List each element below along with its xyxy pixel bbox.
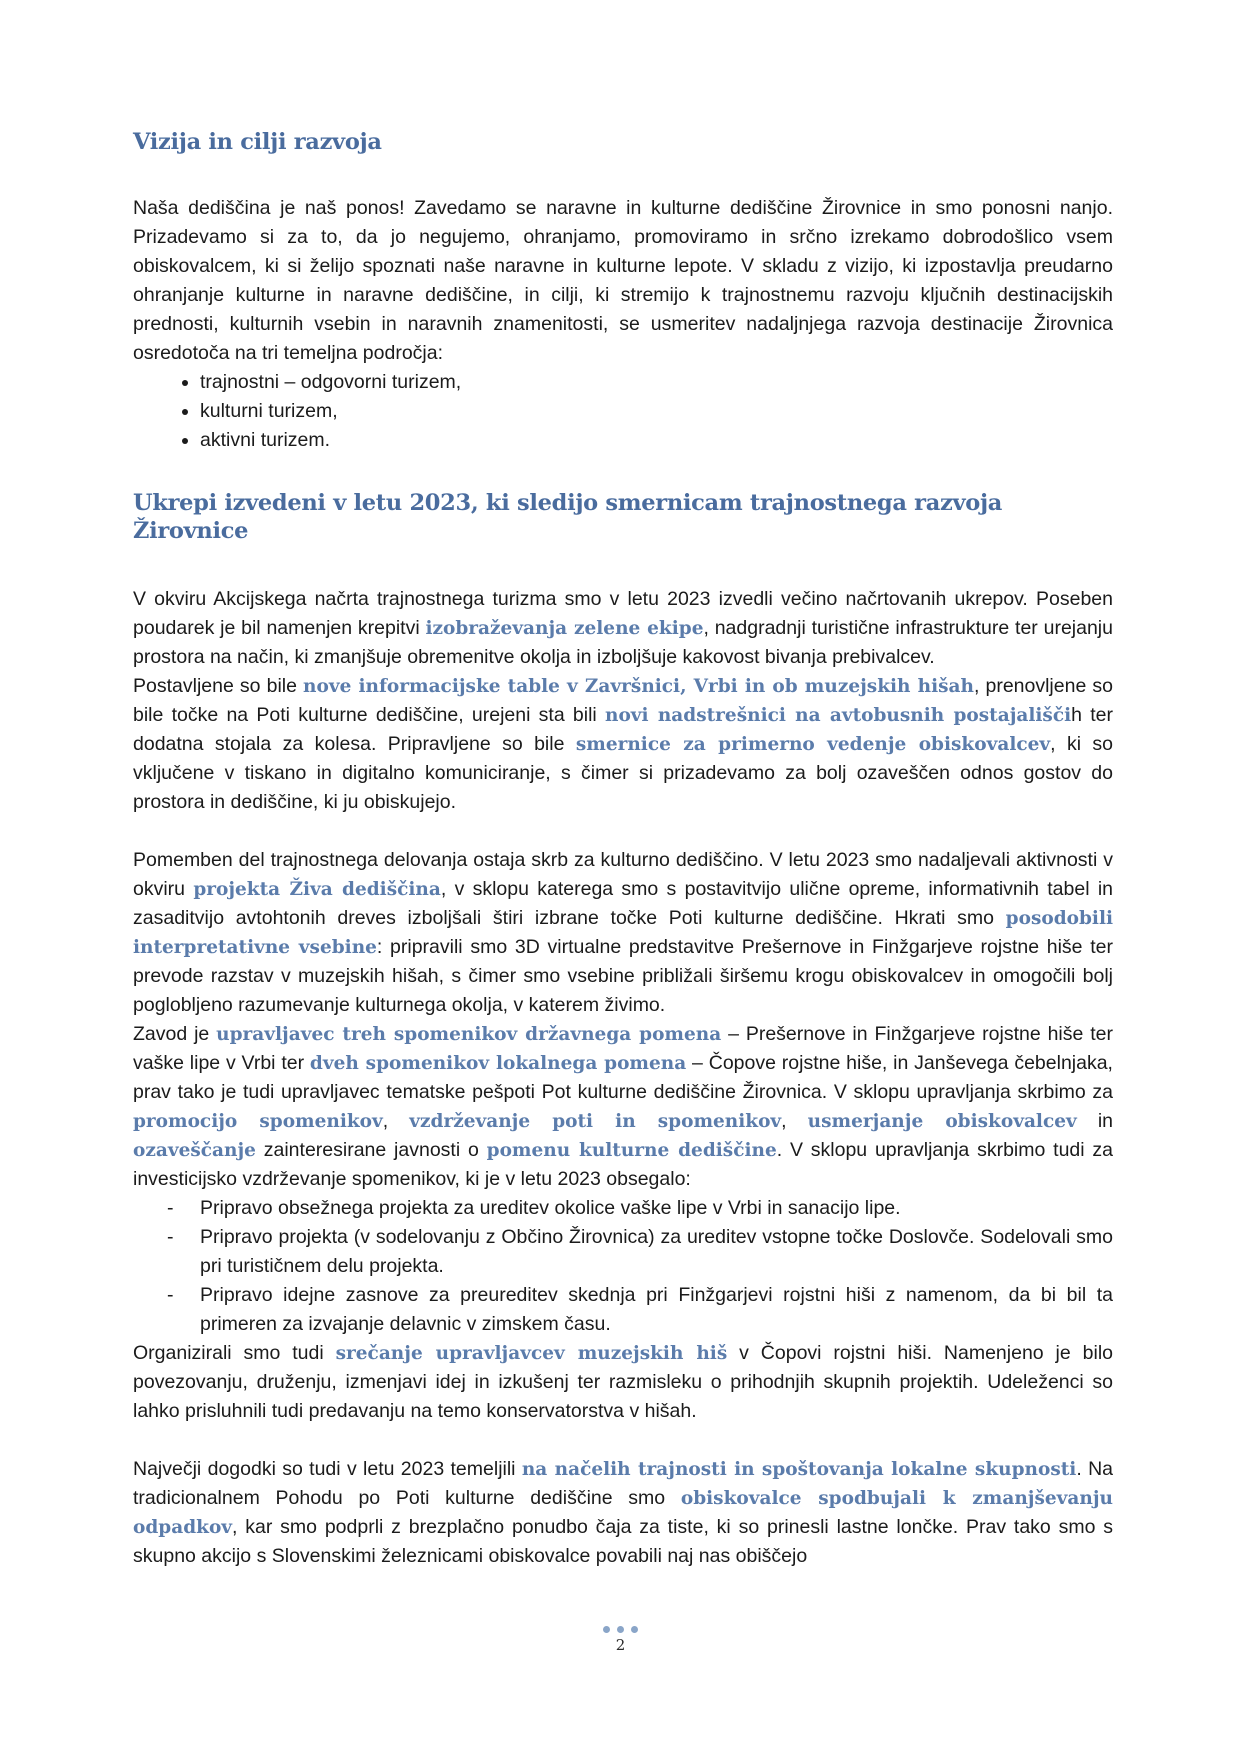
text-run: , v sklopu katerega smo s postavitvijo ulične opreme, informativnih tabel in zasaditvijo avtohtonih dreves izboljšali štiri izbrane točke Poti kulturne dediščine. Hkrati smo [133, 878, 1113, 929]
emphasis-info-boards: nove informacijske table v Završnici, Vrbi in ob muzejskih hišah [303, 676, 974, 697]
paragraph-monuments-management [133, 1020, 1113, 1194]
page-number: 2 [615, 1636, 626, 1654]
emphasis-sustainability-principles: na načelih trajnosti in spoštovanja lokalne skupnosti [521, 1459, 1077, 1480]
list-item-barn-conversion [133, 1281, 1113, 1339]
text-run: h ter dodatna stojala za kolesa. Pripravljene so bile [133, 704, 1113, 755]
text-run: Organizirali smo tudi [133, 1342, 336, 1364]
footer-dot-icon [603, 1626, 610, 1633]
emphasis-national-monuments: upravljavec treh spomenikov državnega pomena [216, 1024, 722, 1045]
footer-dot-icon [631, 1626, 638, 1633]
emphasis-path-maintenance: vzdrževanje poti in spomenikov [409, 1111, 782, 1132]
emphasis-heritage-importance: pomenu kulturne dediščine [486, 1140, 777, 1161]
text-run: Naša dediščina je naš ponos! Zavedamo se naravne in kulturne dediščine Žirovnice in smo ponosni nanjo. Prizadevamo si za to, da jo negujemo, ohranjamo, promoviramo in srčno izrekamo dobrodošlico vsem obiskovalcem, ki si želijo spoznati naše naravne in kulturne lepote. V skladu z vizijo, ki izpostavlja preudarno ohranjanje kulturne in naravne dediščine, in cilji, ki stremijo k trajnostnemu razvoju ključnih destinacijskih prednosti, kulturnih vsebin in naravnih znamenitosti, se usmeritev nadaljnjega razvoja destinacije Žirovnica osredotoča na tri temeljna področja: [133, 197, 1113, 364]
emphasis-monument-promotion: promocijo spomenikov [133, 1111, 383, 1132]
text-run: : pripravili smo 3D virtualne predstavitve Prešernove in Finžgarjeve rojstne hiše ter prevode razstav v muzejskih hišah, s čimer smo vsebine približali širšemu krogu obiskovalcev in omogočili bolj poglobljeno razumevanje kulturnega okolja, v katerem živimo. [133, 936, 1113, 1016]
emphasis-awareness: ozaveščanje [133, 1140, 256, 1161]
text-run: – Čopove rojstne hiše, in Janševega čebelnjaka, prav tako je tudi upravljavec tematske pešpoti Pot kulturne dediščine Žirovnica. V sklopu upravljanja skrbimo za [133, 1052, 1113, 1103]
text-run: V okviru Akcijskega načrta trajnostnega turizma smo v letu 2023 izvedli večino načrtovanih ukrepov. Poseben poudarek je bil namenjen krepitvi [133, 588, 1113, 639]
paragraph-vision-intro [133, 194, 1113, 368]
investment-maintenance-list [133, 1194, 1113, 1339]
paragraph-museum-houses-meeting [133, 1339, 1113, 1426]
text-run: zainteresirane javnosti o [255, 1139, 487, 1161]
text-run: Pripravo idejne zasnove za preureditev skednja pri Finžgarjevi rojstni hiši z namenom, da bi bil ta primeren za izvajanje delavnic v zimskem času. [200, 1284, 1113, 1335]
text-run: v Čopovi rojstni hiši. Namenjeno je bilo povezovanju, druženju, izmenjavi idej in izkušenj ter razmisleku o prihodnjih skupnih projektih. Udeleženci so lahko prisluhnili tudi predavanju na temo konservatorstva v hišah. [133, 1342, 1113, 1422]
emphasis-visitor-guidance: usmerjanje obiskovalcev [807, 1111, 1077, 1132]
text-run: Pripravo projekta (v sodelovanju z Občino Žirovnica) za ureditev vstopne točke Doslovče. Sodelovali smo pri turističnem delu projekta. [200, 1226, 1113, 1277]
text-run: , ki so vključene v tiskano in digitalno komuniciranje, s čimer si prizadevamo za bolj ozaveščen odnos gostov do prostora in dediščine, ki ju obiskujejo. [133, 733, 1114, 813]
text-run: . V sklopu upravljanja skrbimo tudi za investicijsko vzdrževanje spomenikov, ki je v letu 2023 obsegalo: [133, 1139, 1114, 1190]
bullet-item-sustainable-tourism: • trajnostni – odgovorni turizem, [200, 368, 1113, 397]
footer-dots-decoration [0, 1626, 1241, 1633]
text-run: , [382, 1110, 410, 1132]
emphasis-green-team-education: izobraževanja zelene ekipe [425, 618, 704, 639]
document-content [133, 128, 1113, 1571]
text-run: in [1076, 1110, 1113, 1132]
bullet-item-cultural-tourism: • kulturni turizem, [200, 397, 1113, 426]
text-run: . Na tradicionalnem Pohodu po Poti kulturne dediščine smo [133, 1458, 1114, 1509]
text-run: , nadgradnji turistične infrastrukture ter urejanju prostora na način, ki zmanjšuje obremenitve okolja in izboljšuje kakovost bivanja prebivalcev. [133, 617, 1113, 668]
paragraph-infrastructure [133, 672, 1113, 817]
text-run: , [781, 1110, 808, 1132]
text-run: , kar smo podprli z brezplačno ponudbo čaja za tiste, ki so prinesli lastne lončke. Prav tako smo s skupno akcijo s Slovenskimi železnicami obiskovalce povabili naj nas obiščejo [133, 1516, 1113, 1567]
text-run: Pomemben del trajnostnega delovanja ostaja skrb za kulturno dediščino. V letu 2023 smo nadaljevali aktivnosti v okviru [133, 849, 1113, 900]
footer-dot-icon [617, 1626, 624, 1633]
focus-areas-bullet-list [133, 368, 1113, 455]
text-run: Pripravo obsežnega projekta za ureditev okolice vaške lipe v Vrbi in sanacijo lipe. [200, 1197, 901, 1219]
emphasis-interpretive-content: posodobili interpretativne vsebine [133, 908, 1113, 958]
bullet-item-active-tourism: • aktivni turizem. [200, 426, 1113, 455]
text-run: – Prešernove in Finžgarjeve rojstne hiše ter vaške lipe v Vrbi ter [133, 1023, 1113, 1074]
text-run: Postavljene so bile [133, 675, 304, 697]
text-run: , prenovljene so bile točke na Poti kulturne dediščine, urejeni sta bili [133, 675, 1113, 726]
page-footer [0, 1626, 1241, 1654]
emphasis-living-heritage-project: projekta Živa dediščina [193, 879, 441, 900]
emphasis-waste-reduction: obiskovalce spodbujali k zmanjševanju odpadkov [133, 1488, 1113, 1538]
list-item-doslovce-entry-point [133, 1223, 1113, 1281]
paragraph-events-2023 [133, 1455, 1113, 1571]
emphasis-managers-meeting: srečanje upravljavcev muzejskih hiš [335, 1343, 728, 1364]
emphasis-visitor-guidelines: smernice za primerno vedenje obiskovalcev [575, 734, 1051, 755]
section-heading-vision: Vizija in cilji razvoja [133, 129, 382, 155]
emphasis-bus-shelters: novi nadstrešnici na avtobusnih postajališči [605, 705, 1072, 726]
text-run: Največji dogodki so tudi v letu 2023 temeljili [133, 1458, 522, 1480]
list-item-linden-project [133, 1194, 1113, 1223]
section-heading-measures-2023: Ukrepi izvedeni v letu 2023, ki sledijo smernicam trajnostnega razvoja Žirovnice [133, 490, 1003, 544]
paragraph-action-plan [133, 585, 1113, 672]
text-run: Zavod je [133, 1023, 217, 1045]
emphasis-local-monuments: dveh spomenikov lokalnega pomena [309, 1053, 687, 1074]
paragraph-heritage-care [133, 846, 1113, 1020]
